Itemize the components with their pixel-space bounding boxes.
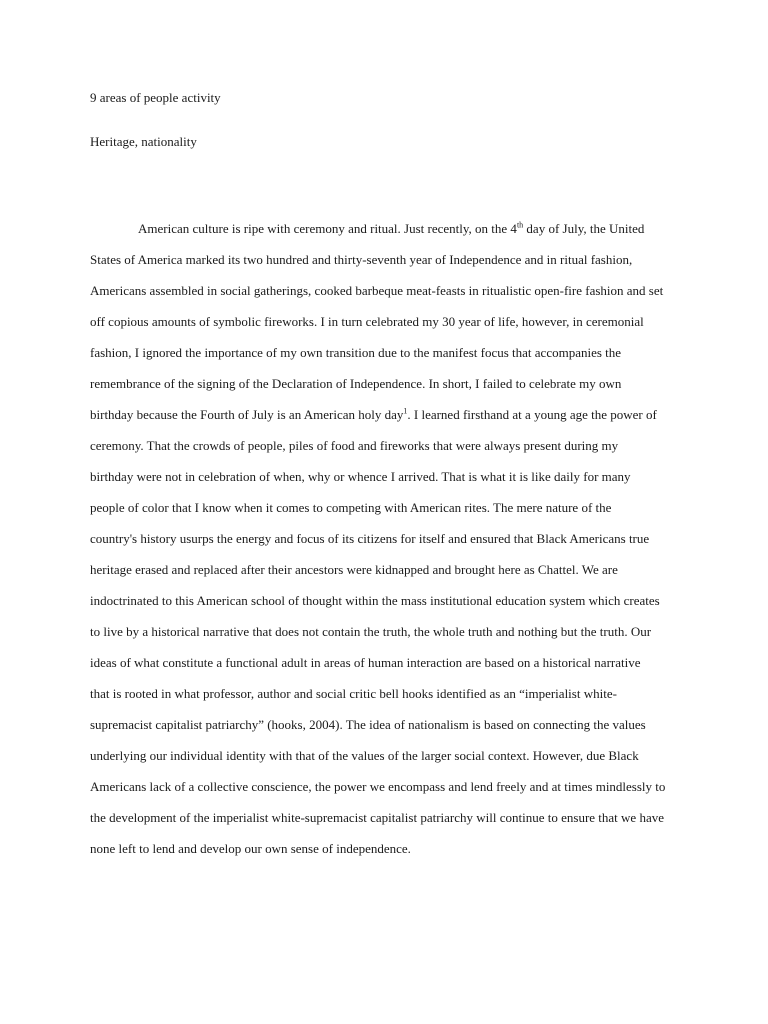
line-text: day of July, the United (523, 221, 645, 236)
superscript: th (516, 220, 524, 230)
paragraph-line (90, 437, 690, 468)
paragraph-line (90, 282, 690, 313)
paragraph-line (90, 406, 690, 437)
line-text: ceremony. That the crowds of people, piles of food and fireworks that were always present during my (90, 438, 619, 453)
paragraph-line (90, 561, 690, 592)
line-text: indoctrinated to this American school of thought within the mass institutional education system which creates (90, 593, 660, 608)
paragraph-line (90, 840, 690, 871)
paragraph-line (90, 685, 690, 716)
paragraph-line (90, 530, 690, 561)
line-text: underlying our individual identity with that of the values of the larger social context. However, due Black (90, 748, 639, 763)
paragraph-line (90, 313, 690, 344)
document-subtitle: Heritage, nationality (90, 134, 197, 149)
line-text: birthday were not in celebration of when, why or whence I arrived. That is what it is like daily for many (90, 469, 631, 484)
line-text: States of America marked its two hundred and thirty-seventh year of Independence and in ritual fashion, (90, 252, 633, 267)
line-text: heritage erased and replaced after their ancestors were kidnapped and brought here as Chattel. We are (90, 562, 618, 577)
line-text: none left to lend and develop our own sense of independence. (90, 841, 411, 856)
line-text: supremacist capitalist patriarchy” (hooks, 2004). The idea of nationalism is based on connecting the values (90, 717, 646, 732)
paragraph-line (90, 251, 690, 282)
line-text: Americans assembled in social gatherings, cooked barbeque meat-feasts in ritualistic open-fire fashion and set (90, 283, 664, 298)
line-text: fashion, I ignored the importance of my own transition due to the manifest focus that accompanies the (90, 345, 622, 360)
line-text: that is rooted in what professor, author and social critic bell hooks identified as an “imperialist white- (90, 686, 617, 701)
paragraph-line (90, 499, 690, 530)
line-text: to live by a historical narrative that does not contain the truth, the whole truth and nothing but the truth. Our (90, 624, 652, 639)
paragraph-line (90, 654, 690, 685)
paragraph-line (90, 468, 690, 499)
line-text: people of color that I know when it comes to competing with American rites. The mere nature of the (90, 500, 612, 515)
paragraph-line (90, 716, 690, 747)
line-text: birthday because the Fourth of July is an American holy day (90, 407, 404, 422)
paragraph-line (90, 344, 690, 375)
body-paragraph (90, 220, 690, 871)
paragraph-line (90, 778, 690, 809)
paragraph-line (90, 220, 690, 251)
line-text: the development of the imperialist white-supremacist capitalist patriarchy will continue to ensure that we have (90, 810, 664, 825)
line-text: American culture is ripe with ceremony and ritual. Just recently, on the 4 (138, 221, 517, 236)
line-text: remembrance of the signing of the Declaration of Independence. In short, I failed to celebrate my own (90, 376, 622, 391)
paragraph-line (90, 375, 690, 406)
paragraph-line (90, 592, 690, 623)
paragraph-line (90, 747, 690, 778)
line-text: ideas of what constitute a functional adult in areas of human interaction are based on a historical narrative (90, 655, 641, 670)
line-text: country's history usurps the energy and focus of its citizens for itself and ensured that Black Americans true (90, 531, 650, 546)
line-text: off copious amounts of symbolic fireworks. I in turn celebrated my 30 year of life, however, in ceremonial (90, 314, 644, 329)
footnote-marker: 1 (403, 406, 408, 416)
document-title: 9 areas of people activity (90, 90, 221, 105)
paragraph-line (90, 623, 690, 654)
paragraph-line (90, 809, 690, 840)
line-text: . I learned firsthand at a young age the power of (407, 407, 657, 422)
line-text: Americans lack of a collective conscience, the power we encompass and lend freely and at times mindlessly to (90, 779, 666, 794)
